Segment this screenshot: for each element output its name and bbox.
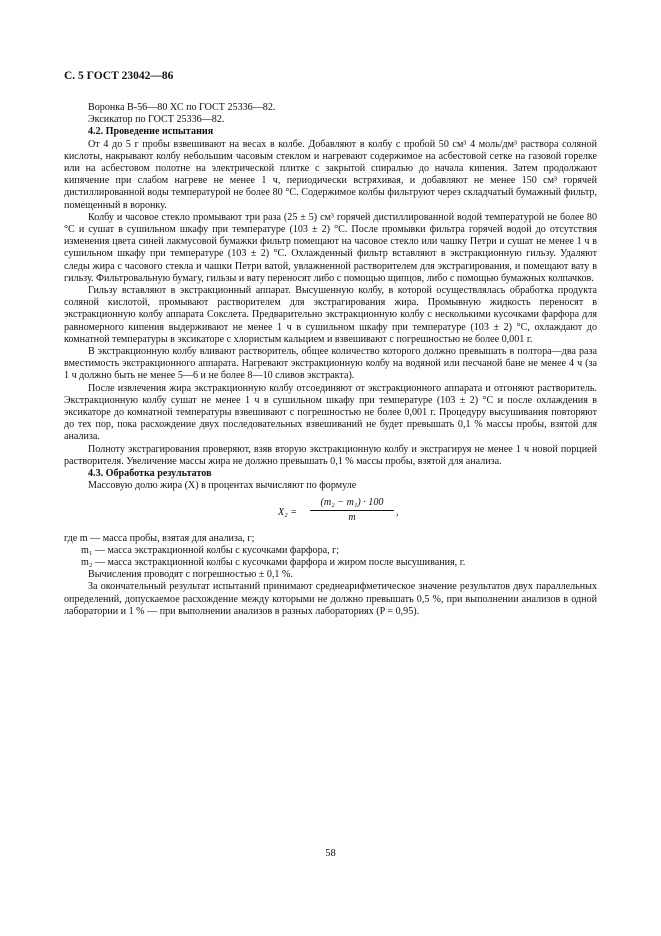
page-number: 58 (325, 848, 336, 859)
paragraph-final-result: За окончательный результат испытаний принимают среднеарифметическое значение результатов двух параллельных определений, допускаемое расхождение между которыми не должно превышать 0,5 %, при выполнении анализов в одной лаборатории и 1 % — при выполнении анализов в разных лабораториях (P = 0,95). (64, 581, 597, 617)
paragraph-procedure-2: Колбу и часовое стекло промывают три раза (25 ± 5) см³ горячей дистиллированной водой температурой не более 80 °С и сушат в сушильном шкафу при температуре (103 ± 2) °С. После промывки фильтра горячей водой до отсутствия изменения цвета синей лакмусовой бумажки фильтр помещают на часовое стекло или чашку Петри и сушат не менее 1 ч в сушильном шкафу при температуре (103 ± 2) °С. Охлажденный фильтр вставляют в экстракционную гильзу. Удаляют следы жира с часового стекла и чашки Петри ватой, увлажненной растворителем для экстрагирования, и помещают вату в гильзу. Фильтровальную бумагу, гильзы и вату переносят либо с помощью щипцов, либо с помощью бумажных колпачков. (64, 211, 597, 284)
paragraph-procedure-3: Гильзу вставляют в экстракционный аппарат. Высушенную колбу, в которой осуществлялась обработка продукта соляной кислотой, промывают растворителем для экстрагирования жира. Промывную жидкость переносят в экстракционную колбу аппарата Сокслета. Предварительно экстракционную колбу с несколькими кусочками фарфора для равномерного кипения выдерживают не менее 1 ч в сушильном шкафу при температуре (103 ± 2) °С, охлаждают до комнатной температуры в эксикаторе с хлористым кальцием и взвешивают с погрешностью не более 0,001 г. (64, 285, 597, 345)
paragraph-formula-intro: Массовую долю жира (X) в процентах вычисляют по формуле (88, 480, 357, 492)
page-header: С. 5 ГОСТ 23042—86 (64, 70, 174, 82)
paragraph-precision: Вычисления проводят с погрешностью ± 0,1 %. (88, 569, 293, 581)
definition-m2: m₂ — масса экстракционной колбы с кусочками фарфора и жиром после высушивания, г. (81, 556, 466, 568)
section-heading-4-3: 4.3. Обработка результатов (88, 468, 212, 480)
formula-lhs: X₂ = (278, 506, 298, 518)
formula-numerator: (m₂ − m₁) · 100 (310, 497, 394, 511)
paragraph-procedure-1: От 4 до 5 г пробы взвешивают на весах в колбе. Добавляют в колбу с пробой 50 см³ 4 моль/дм³ раствора соляной кислоты, накрывают колбу небольшим часовым стеклом и нагревают содержимое на асбестовой сетке на газовой горелке или на асбестовом полотне на электрической плитке с закрытой спиралью до начала кипения. Затем продолжают кипячение при слабом нагреве не менее 1 ч, периодически встряхивая, и добавляют не менее 150 см³ горячей дистиллированной воды температурой не более 80 °С. Содержимое колбы фильтруют через складчатый бумажный фильтр, помещенный в воронку. (64, 138, 597, 211)
formula-definitions (64, 533, 597, 570)
formula-fraction (310, 497, 394, 524)
section-heading-4-2: 4.2. Проведение испытания (88, 126, 214, 138)
document-body (64, 102, 597, 618)
paragraph-procedure-6: Полноту экстрагирования проверяют, взяв вторую экстракционную колбу и экстрагируя не менее 1 ч новой порцией растворителя. Увеличение массы жира не должно превышать 0,1 % массы пробы, взятой для анализа. (64, 443, 597, 467)
paragraph-funnel: Воронка В-56—80 ХС по ГОСТ 25336—82. (88, 102, 276, 113)
definition-m1: m₁ — масса экстракционной колбы с кусочками фарфора, г; (81, 544, 340, 556)
paragraph-procedure-4: В экстракционную колбу вливают растворитель, общее количество которого должно превышать в полтора—два раза вместимость экстракционного аппарата. Нагревают экстракционную колбу на водяной или песчаной бане не менее 4 ч (за 1 ч должно быть не менее 5—6 и не более 8—10 сливов экстракта). (64, 346, 597, 382)
formula (64, 497, 597, 529)
definition-m: где m — масса пробы, взятая для анализа, г; (64, 532, 255, 544)
paragraph-procedure-5: После извлечения жира экстракционную колбу отсоединяют от экстракционного аппарата и отгоняют растворитель. Экстракционную колбу сушат не менее 1 ч в сушильном шкафу при температуре (103 ± 2) °С и после охлаждения в эксикаторе до комнатной температуры взвешивают с погрешностью не более 0,001 г. Процедуру высушивания повторяют до тех пор, пока расхождение двух последовательных взвешиваний не будет превышать 0,1 % массы пробы, взятой для анализа. (64, 382, 597, 443)
formula-comma: , (396, 506, 399, 518)
formula-denominator: m (348, 511, 356, 523)
paragraph-desiccator: Эксикатор по ГОСТ 25336—82. (88, 114, 225, 126)
